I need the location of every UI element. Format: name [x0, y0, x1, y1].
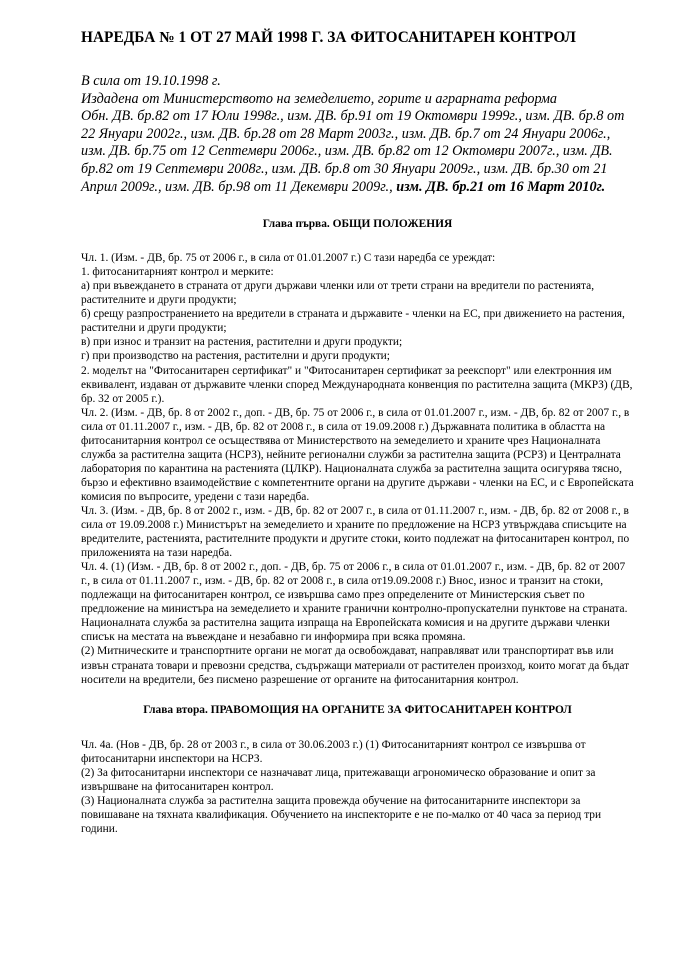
article-1-item-g: г) при производство на растения, растителни и други продукти; [81, 350, 390, 363]
article-1-item-v: в) при износ и транзит на растения, растителни и други продукти; [81, 336, 403, 349]
last-amendment: изм. ДВ. бр.21 от 16 Март 2010г. [396, 178, 606, 195]
article-4-para-2: (2) Митническите и транспортните органи не могат да освобождават, направляват или транспортират във или извън страната товари и превозни средства, съдържащи материали от растителен произход, които могат да бъдат носители на вредители, без писмено разрешение от органите на фитосанитарния контрол. [81, 645, 630, 686]
article-4a-para-2: (2) За фитосанитарни инспектори се назначават лица, притежаващи агрономическо образование и опит за извършване на фитосанитарен контрол. [81, 766, 596, 793]
article-1: Чл. 1. (Изм. - ДВ, бр. 75 от 2006 г., в сила от 01.01.2007 г.) С тази наредба се уреждат: [81, 252, 496, 265]
article-4a-para-3: (3) Националната служба за растителна защита провежда обучение на фитосанитарните инспектори за повишаване на тяхната квалификация. Обучението на инспекторите е не по-малко от 40 часа за период три години. [81, 794, 602, 835]
article-1-item-b: б) срещу разпространението на вредители в страната и държавите - членки на ЕС, при движението на растения, растителни и други продукти; [81, 308, 625, 335]
article-4a-para-1: Чл. 4а. (Нов - ДВ, бр. 28 от 2003 г., в сила от 30.06.2003 г.) (1) Фитосанитарният контрол се извършва от фитосанитарни инспектори на НСРЗ. [81, 738, 586, 765]
chapter-2-body [81, 738, 634, 836]
chapter-1-body [81, 251, 634, 686]
article-1-item-1: 1. фитосанитарният контрол и мерките: [81, 266, 274, 279]
article-2: Чл. 2. (Изм. - ДВ, бр. 8 от 2002 г., доп. - ДВ, бр. 75 от 2006 г., в сила от 01.01.2007 г., изм. - ДВ, бр. 82 от 2007 г., в сила от 01.11.2007 г., изм. - ДВ, бр. 82 от 2008 г., в сила от 19.09.2008 г.) Държавната политика в областта на фитосанитарния контрол се осъществява от Министерството на земеделието и храните чрез Националната служба за растителна защита (НСРЗ), нейните регионални служби за растителна защита (РСРЗ) и Централната лаборатория по карантина на растенията (ЦЛКР). Националната служба за растителна защита осигурява тясно, бързо и ефективно взаимодействие с компетентните органи на другите държави - членки на ЕС, и с Европейската комисия по въпросите, уредени с тази наредба. [81, 406, 634, 503]
chapter-2-heading: Глава втора. ПРАВОМОЩИЯ НА ОРГАНИТЕ ЗА ФИТОСАНИТАРЕН КОНТРОЛ [143, 703, 572, 716]
amendment-history [81, 108, 633, 196]
issuing-authority: Издадена от Министерството на земеделието, горите и аграрната реформа [81, 90, 558, 107]
article-1-item-a: а) при въвеждането в страната от други държави членки или от трети страни на вредители по растенията, растителните и други продукти; [81, 280, 595, 307]
document-title: НАРЕДБА № 1 ОТ 27 МАЙ 1998 Г. ЗА ФИТОСАНИТАРЕН КОНТРОЛ [81, 29, 576, 46]
article-4-para-1: Чл. 4. (1) (Изм. - ДВ, бр. 8 от 2002 г., доп. - ДВ, бр. 75 от 2006 г., в сила от 01.01.2007 г., изм. - ДВ, бр. 82 от 2007 г., в сила от 01.11.2007 г., изм. - ДВ, бр. 82 от 2008 г., в сила от19.09.2008 г.) Внос, износ и транзит на стоки, подлежащи на фитосанитарен контрол, се извършва само през определените от Министерския съвет по предложение на министъра на земеделието и храните гранични контролно-пропускателни пунктове на страната. Националната служба за растителна защита изпраща на Европейската комисия и на другите държави членки списък на местата на въвеждане и незабавно ги информира при всяка промяна. [81, 561, 628, 644]
article-3: Чл. 3. (Изм. - ДВ, бр. 8 от 2002 г., изм. - ДВ, бр. 82 от 2007 г., в сила от 01.11.2007 г., изм. - ДВ, бр. 82 от 2008 г., в сила от 19.09.2008 г.) Министърът на земеделието и храните по предложение на НСРЗ утвърждава списъците на вредителите, растенията, растителните продукти и другите стоки, които подлежат на фитосанитарен контрол, по приложенията на тази наредба. [81, 505, 630, 560]
article-1-item-2: 2. моделът на "Фитосанитарен сертификат" и "Фитосанитарен сертификат за реекспорт" или електронния им еквивалент, издаван от държавите членки според Международната конвенция по растителна защита (МКРЗ) (ДВ, бр. 32 от 2005 г.). [81, 364, 633, 405]
chapter-1-heading: Глава първа. ОБЩИ ПОЛОЖЕНИЯ [262, 218, 453, 231]
in-force-date: В сила от 19.10.1998 г. [81, 73, 221, 89]
document-meta [81, 73, 633, 196]
amendments-text: Обн. ДВ. бр.82 от 17 Юли 1998г., изм. ДВ. бр.91 от 19 Октомври 1999г., изм. ДВ. бр.8 от 22 Януари 2002г., изм. ДВ. бр.28 от 28 Март 2003г., изм. ДВ. бр.7 от 24 Януари 2006г., изм. ДВ. бр.75 от 12 Септември 2006г., изм. ДВ. бр.82 от 12 Октомври 2007г., изм. ДВ. бр.82 от 19 Септември 2008г., изм. ДВ. бр.8 от 30 Януари 2009г., изм. ДВ. бр.30 от 21 Април 2009г., изм. ДВ. бр.98 от 11 Декември 2009г., [81, 108, 625, 195]
